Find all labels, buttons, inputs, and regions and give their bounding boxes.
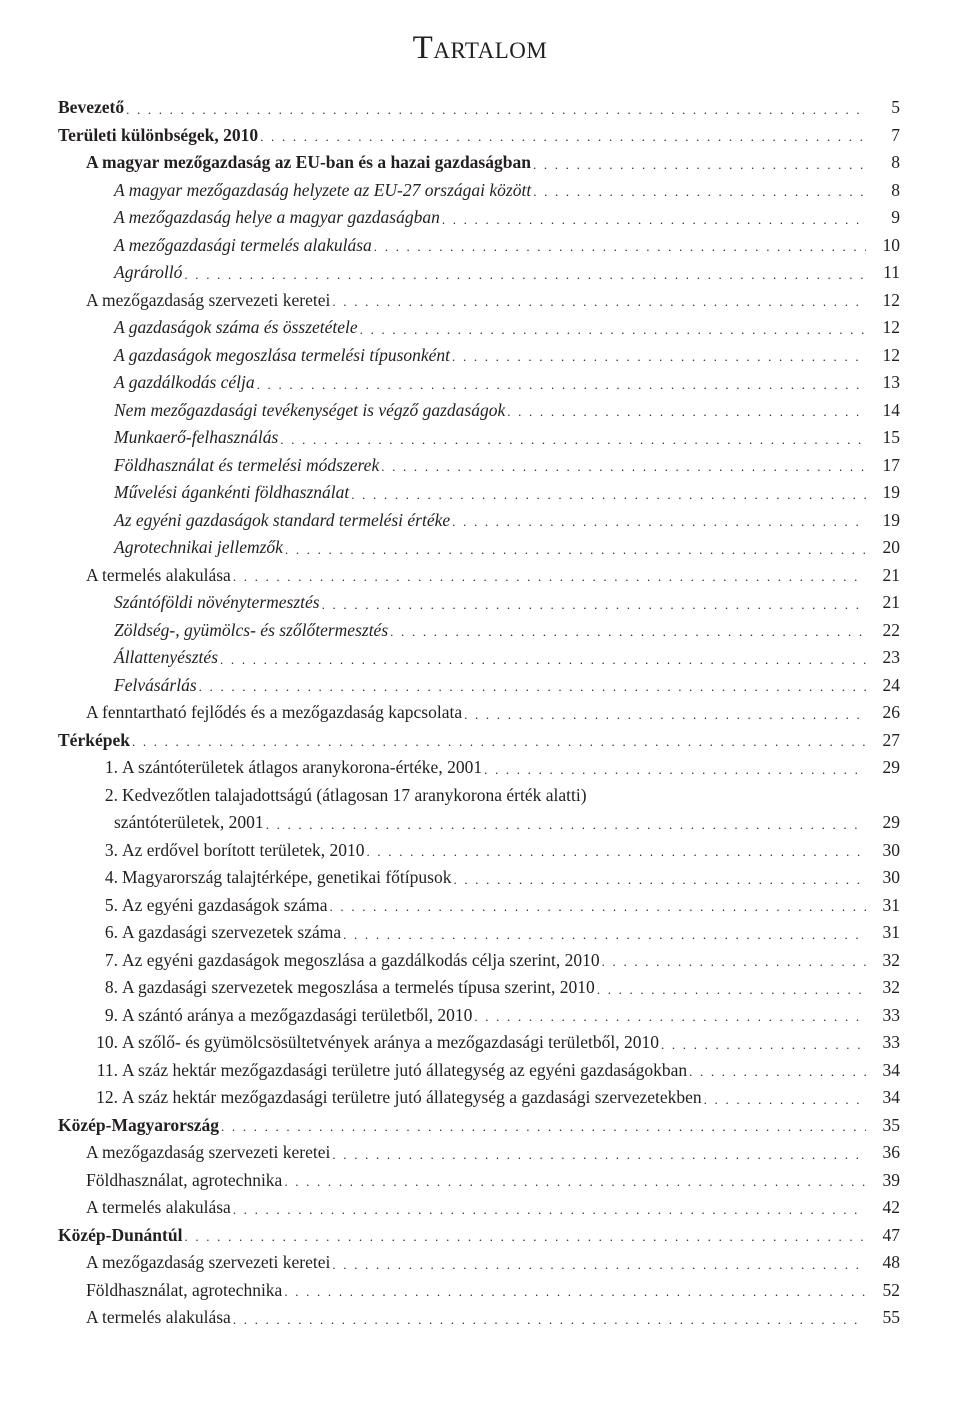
toc-entry-page: 27	[882, 729, 900, 750]
dot-leader	[221, 1119, 866, 1135]
toc-entry-page: 39	[882, 1169, 900, 1190]
map-number: 8.	[104, 977, 118, 998]
toc-entry[interactable]	[58, 369, 900, 397]
toc-map-entry[interactable]	[58, 1029, 900, 1057]
toc-entry-page: 19	[882, 509, 900, 530]
map-number: 3.	[104, 839, 118, 860]
toc-entry-title: Földhasználat, agrotechnika	[86, 1279, 283, 1300]
toc-entry-title	[86, 922, 343, 943]
dot-leader	[330, 899, 866, 915]
map-number: 11.	[96, 1059, 118, 1080]
toc-entry-title: A mezőgazdaság szervezeti keretei	[86, 1252, 331, 1273]
dot-leader	[597, 982, 866, 998]
toc-entry-title	[86, 1032, 661, 1053]
toc-entry-page: 23	[882, 647, 900, 668]
dot-leader	[452, 514, 866, 530]
dot-leader	[351, 487, 866, 503]
toc-entry-title: Közép-Magyarország	[58, 1114, 220, 1135]
dot-leader	[332, 1257, 866, 1273]
map-title: A szőlő- és gyümölcsösültetvények aránya a mezőgazdasági területből, 2010	[122, 1032, 659, 1053]
toc-entry-page: 24	[882, 674, 900, 695]
map-title: A szántóterületek átlagos aranykorona-értéke, 2001	[122, 757, 483, 778]
toc-map-entry-continuation[interactable]	[58, 809, 900, 837]
map-title: A gazdasági szervezetek száma	[122, 922, 342, 943]
dot-leader	[464, 707, 866, 723]
map-number: 2.	[104, 784, 118, 805]
toc-map-entry[interactable]	[58, 782, 900, 810]
toc-entry[interactable]	[58, 314, 900, 342]
toc-entry[interactable]	[58, 1167, 900, 1195]
map-number: 10.	[96, 1032, 118, 1053]
toc-entry-title: Földhasználat, agrotechnika	[86, 1169, 283, 1190]
dot-leader	[184, 267, 866, 283]
toc-entry-page: 48	[882, 1252, 900, 1273]
toc-entry-page: 34	[882, 1059, 900, 1080]
dot-leader	[332, 294, 866, 310]
toc-entry-page: 15	[882, 427, 900, 448]
map-number: 5.	[104, 894, 118, 915]
toc-entry[interactable]	[58, 699, 900, 727]
toc-entry-title: A mezőgazdasági termelés alakulása	[114, 234, 372, 255]
toc-entry[interactable]	[58, 1249, 900, 1277]
toc-entry-title: A gazdaságok száma és összetétele	[114, 317, 358, 338]
toc-entry[interactable]	[58, 617, 900, 645]
toc-entry[interactable]	[58, 507, 900, 535]
page-title: Tartalom	[412, 30, 548, 66]
toc-entry-title	[86, 757, 484, 778]
toc-map-entry[interactable]	[58, 919, 900, 947]
toc-entry-title: A fenntartható fejlődés és a mezőgazdaság kapcsolata	[86, 702, 463, 723]
toc-entry[interactable]	[58, 672, 900, 700]
dot-leader	[199, 679, 866, 695]
dot-leader	[332, 1147, 866, 1163]
toc-entry-title: A mezőgazdaság szervezeti keretei	[86, 289, 331, 310]
toc-entry-title	[86, 950, 602, 971]
dot-leader	[220, 652, 866, 668]
toc-entry[interactable]	[58, 1194, 900, 1222]
map-number: 1.	[104, 757, 118, 778]
toc-entry[interactable]	[58, 232, 900, 260]
toc-entry[interactable]	[58, 149, 900, 177]
dot-leader	[390, 624, 866, 640]
toc-entry-page: 33	[882, 1032, 900, 1053]
table-of-contents	[58, 94, 900, 1332]
toc-entry[interactable]	[58, 1277, 900, 1305]
toc-entry-page: 8	[891, 152, 900, 173]
toc-entry-page: 19	[882, 482, 900, 503]
toc-entry-page: 47	[882, 1224, 900, 1245]
toc-entry-title: A mezőgazdaság szervezeti keretei	[86, 1142, 331, 1163]
toc-entry-title: Földhasználat és termelési módszerek	[114, 454, 380, 475]
toc-entry-page: 21	[882, 564, 900, 585]
map-number: 9.	[104, 1004, 118, 1025]
toc-entry-page: 7	[891, 124, 900, 145]
dot-leader	[260, 129, 866, 145]
map-number: 12.	[96, 1087, 118, 1108]
dot-leader	[132, 734, 866, 750]
toc-entry-title	[86, 895, 330, 916]
toc-entry-page: 12	[882, 317, 900, 338]
toc-entry-title: Felvásárlás	[114, 674, 197, 695]
toc-entry-title	[86, 840, 367, 861]
toc-map-entry[interactable]	[58, 837, 900, 865]
dot-leader	[233, 1312, 866, 1328]
dot-leader	[322, 597, 866, 613]
map-title: Magyarország talajtérképe, genetikai főtípusok	[122, 867, 452, 888]
toc-entry-page: 14	[882, 399, 900, 420]
toc-entry-page: 55	[882, 1307, 900, 1328]
toc-entry[interactable]	[58, 259, 900, 287]
toc-entry-title: A gazdálkodás célja	[114, 372, 255, 393]
toc-entry-page: 10	[882, 234, 900, 255]
toc-entry-title	[86, 977, 597, 998]
toc-map-entry[interactable]	[58, 892, 900, 920]
dot-leader	[343, 927, 866, 943]
toc-map-entry[interactable]	[58, 947, 900, 975]
toc-entry-title: A mezőgazdaság helye a magyar gazdaságban	[114, 207, 440, 228]
toc-entry-title: Állattenyésztés	[114, 647, 219, 668]
dot-leader	[285, 542, 866, 558]
dot-leader	[533, 184, 866, 200]
toc-entry[interactable]	[58, 479, 900, 507]
toc-entry-page: 32	[882, 977, 900, 998]
toc-entry-page: 21	[882, 592, 900, 613]
toc-entry[interactable]	[58, 122, 900, 150]
toc-entry[interactable]	[58, 644, 900, 672]
map-number: 7.	[104, 949, 118, 970]
toc-entry[interactable]	[58, 534, 900, 562]
dot-leader	[507, 404, 866, 420]
map-title: A szántó aránya a mezőgazdasági területből, 2010	[122, 1004, 473, 1025]
dot-leader	[257, 377, 866, 393]
toc-entry-page: 32	[882, 949, 900, 970]
toc-entry-page: 42	[882, 1197, 900, 1218]
toc-entry-page: 30	[882, 839, 900, 860]
toc-entry-page: 35	[882, 1114, 900, 1135]
toc-entry[interactable]	[58, 727, 900, 755]
toc-entry-title: A magyar mezőgazdaság az EU-ban és a hazai gazdaságban	[86, 152, 531, 173]
toc-entry-title: Munkaerő-felhasználás	[114, 427, 279, 448]
toc-entry-page: 29	[882, 812, 900, 833]
toc-entry-page: 30	[882, 867, 900, 888]
toc-entry[interactable]	[58, 1222, 900, 1250]
toc-entry-title	[86, 1005, 474, 1026]
map-number: 6.	[104, 922, 118, 943]
toc-map-entry[interactable]	[58, 864, 900, 892]
dot-leader	[452, 349, 866, 365]
toc-entry-title: Nem mezőgazdasági tevékenységet is végző gazdaságok	[114, 399, 506, 420]
dot-leader	[280, 432, 866, 448]
toc-entry[interactable]	[58, 397, 900, 425]
toc-entry-page: 29	[882, 757, 900, 778]
map-number: 4.	[104, 867, 118, 888]
dot-leader	[533, 157, 866, 173]
toc-entry-title: Bevezető	[58, 97, 125, 118]
toc-entry[interactable]	[58, 1139, 900, 1167]
toc-entry[interactable]	[58, 204, 900, 232]
dot-leader	[233, 569, 866, 585]
toc-entry-page: 52	[882, 1279, 900, 1300]
toc-map-entry[interactable]	[58, 754, 900, 782]
dot-leader	[474, 1009, 866, 1025]
dot-leader	[233, 1202, 866, 1218]
toc-map-entry[interactable]	[58, 1057, 900, 1085]
toc-entry-title: Zöldség-, gyümölcs- és szőlőtermesztés	[114, 619, 389, 640]
map-title: Az erdővel borított területek, 2010	[122, 839, 365, 860]
toc-entry-title	[86, 1060, 689, 1081]
toc-entry-title: A termelés alakulása	[86, 1307, 231, 1328]
toc-entry-title	[86, 867, 453, 888]
toc-entry-page: 12	[882, 289, 900, 310]
toc-entry[interactable]	[58, 562, 900, 590]
dot-leader	[484, 762, 866, 778]
dot-leader	[184, 1229, 866, 1245]
dot-leader	[453, 872, 866, 888]
toc-entry[interactable]	[58, 452, 900, 480]
toc-entry-title: Művelési ágankénti földhasználat	[114, 482, 350, 503]
toc-entry-title	[86, 1087, 704, 1108]
toc-entry[interactable]	[58, 589, 900, 617]
toc-entry-title: A gazdaságok megoszlása termelési típusonként	[114, 344, 451, 365]
toc-entry-page: 8	[891, 179, 900, 200]
dot-leader	[284, 1174, 866, 1190]
toc-entry-title: Agrárolló	[114, 262, 183, 283]
map-title: Kedvezőtlen talajadottságú (átlagosan 17 aranykorona érték alatti)	[122, 784, 587, 805]
toc-entry-page: 13	[882, 372, 900, 393]
toc-entry-page: 31	[882, 894, 900, 915]
toc-entry-title: Területi különbségek, 2010	[58, 124, 259, 145]
toc-entry-page: 9	[891, 207, 900, 228]
toc-entry-page: 5	[891, 97, 900, 118]
dot-leader	[661, 1037, 866, 1053]
dot-leader	[374, 239, 866, 255]
toc-entry-page: 31	[882, 922, 900, 943]
toc-entry-title: Szántóföldi növénytermesztés	[114, 592, 320, 613]
toc-entry-title: szántóterületek, 2001	[114, 812, 264, 833]
toc-entry-page: 36	[882, 1142, 900, 1163]
map-title: Az egyéni gazdaságok megoszlása a gazdálkodás célja szerint, 2010	[122, 949, 600, 970]
toc-map-entry[interactable]	[58, 1002, 900, 1030]
toc-entry-page: 22	[882, 619, 900, 640]
toc-map-entry[interactable]	[58, 974, 900, 1002]
dot-leader	[704, 1092, 866, 1108]
map-title: A gazdasági szervezetek megoszlása a termelés típusa szerint, 2010	[122, 977, 595, 998]
map-title: A száz hektár mezőgazdasági területre jutó állategység az egyéni gazdaságokban	[122, 1059, 688, 1080]
toc-entry-page: 26	[882, 702, 900, 723]
toc-entry-page: 12	[882, 344, 900, 365]
toc-entry-title: Közép-Dunántúl	[58, 1224, 183, 1245]
toc-entry[interactable]	[58, 1112, 900, 1140]
toc-entry-title: Térképek	[58, 729, 130, 750]
map-title: Az egyéni gazdaságok száma	[122, 894, 328, 915]
map-title: A száz hektár mezőgazdasági területre jutó állategység a gazdasági szervezetekben	[122, 1087, 702, 1108]
toc-entry-page: 33	[882, 1004, 900, 1025]
toc-entry-page: 34	[882, 1087, 900, 1108]
toc-entry-page: 20	[882, 537, 900, 558]
dot-leader	[367, 844, 867, 860]
toc-map-entry[interactable]	[58, 1084, 900, 1112]
toc-entry[interactable]	[58, 1304, 900, 1332]
dot-leader	[602, 954, 866, 970]
dot-leader	[689, 1064, 866, 1080]
dot-leader	[381, 459, 866, 475]
toc-entry[interactable]	[58, 177, 900, 205]
toc-entry[interactable]	[58, 94, 900, 122]
dot-leader	[126, 102, 866, 118]
toc-entry-title: Agrotechnikai jellemzők	[114, 537, 283, 558]
dot-leader	[266, 817, 866, 833]
dot-leader	[442, 212, 866, 228]
toc-entry[interactable]	[58, 287, 900, 315]
toc-entry-title: A termelés alakulása	[86, 1197, 231, 1218]
toc-entry[interactable]	[58, 342, 900, 370]
dot-leader	[360, 322, 866, 338]
toc-entry-title: A termelés alakulása	[86, 564, 231, 585]
toc-entry-title: A magyar mezőgazdaság helyzete az EU-27 országai között	[114, 179, 532, 200]
toc-entry[interactable]	[58, 424, 900, 452]
toc-entry-page: 17	[882, 454, 900, 475]
toc-entry-page: 11	[883, 262, 900, 283]
toc-entry-title: Az egyéni gazdaságok standard termelési értéke	[114, 509, 451, 530]
dot-leader	[284, 1284, 866, 1300]
